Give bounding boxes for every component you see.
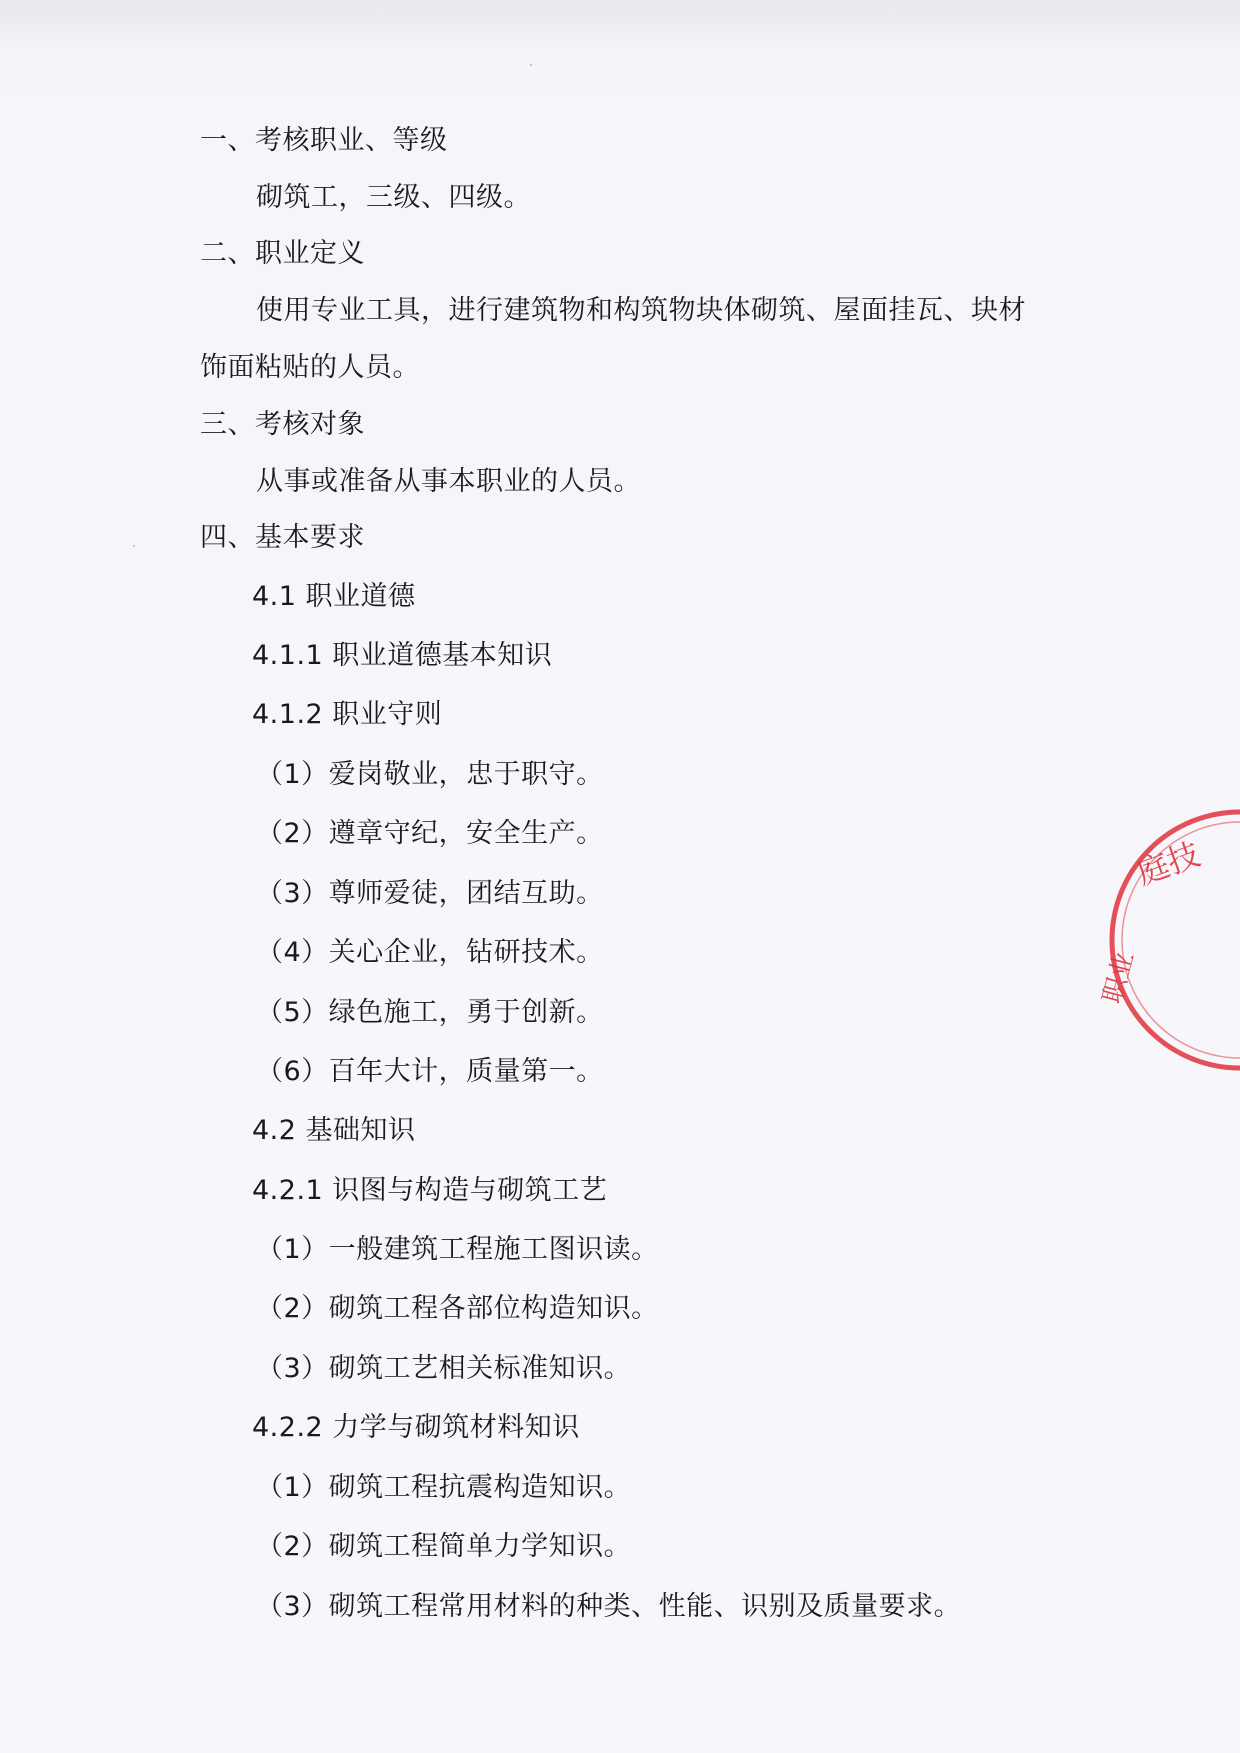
section-1-paragraph: 砌筑工，三级、四级。 (256, 182, 531, 213)
list-item: （1）一般建筑工程施工图识读。 (256, 1234, 659, 1265)
section-2-paragraph: 使用专业工具，进行建筑物和构筑物块体砌筑、屋面挂瓦、块材 (256, 295, 1026, 326)
section-heading-3: 三、考核对象 (200, 409, 365, 440)
list-item: （1）砌筑工程抗震构造知识。 (256, 1472, 632, 1503)
subsection-4-2-2: 4.2.2 力学与砌筑材料知识 (252, 1412, 580, 1443)
subsection-4-2-1: 4.2.1 识图与构造与砌筑工艺 (252, 1175, 608, 1206)
list-item: （4）关心企业，钻研技术。 (256, 937, 604, 968)
subsection-4-1-2: 4.1.2 职业守则 (252, 699, 443, 730)
list-item: （1）爱岗敬业，忠于职守。 (256, 759, 604, 790)
subsection-4-1-1: 4.1.1 职业道德基本知识 (252, 640, 553, 671)
list-item: （3）砌筑工程常用材料的种类、性能、识别及质量要求。 (256, 1591, 962, 1622)
official-seal-stamp (1090, 790, 1240, 1090)
list-item: （2）砌筑工程简单力学知识。 (256, 1531, 632, 1562)
seal-fragment-bottom: 职业 (1097, 948, 1141, 1007)
list-item: （3）尊师爱徒，团结互助。 (256, 878, 604, 909)
list-item: （2）遵章守纪，安全生产。 (256, 818, 604, 849)
list-item: （5）绿色施工，勇于创新。 (256, 997, 604, 1028)
section-2-paragraph-continued: 饰面粘贴的人员。 (200, 352, 420, 383)
subsection-4-1: 4.1 职业道德 (252, 581, 416, 612)
list-item: （6）百年大计，质量第一。 (256, 1056, 604, 1087)
seal-fragment-top: 庭技 (1131, 834, 1205, 893)
section-heading-4: 四、基本要求 (200, 522, 365, 553)
section-heading-2: 二、职业定义 (200, 238, 365, 269)
list-item: （2）砌筑工程各部位构造知识。 (256, 1293, 659, 1324)
list-item: （3）砌筑工艺相关标准知识。 (256, 1353, 632, 1384)
section-3-paragraph: 从事或准备从事本职业的人员。 (256, 466, 641, 497)
section-heading-1: 一、考核职业、等级 (200, 125, 448, 156)
subsection-4-2: 4.2 基础知识 (252, 1115, 416, 1146)
